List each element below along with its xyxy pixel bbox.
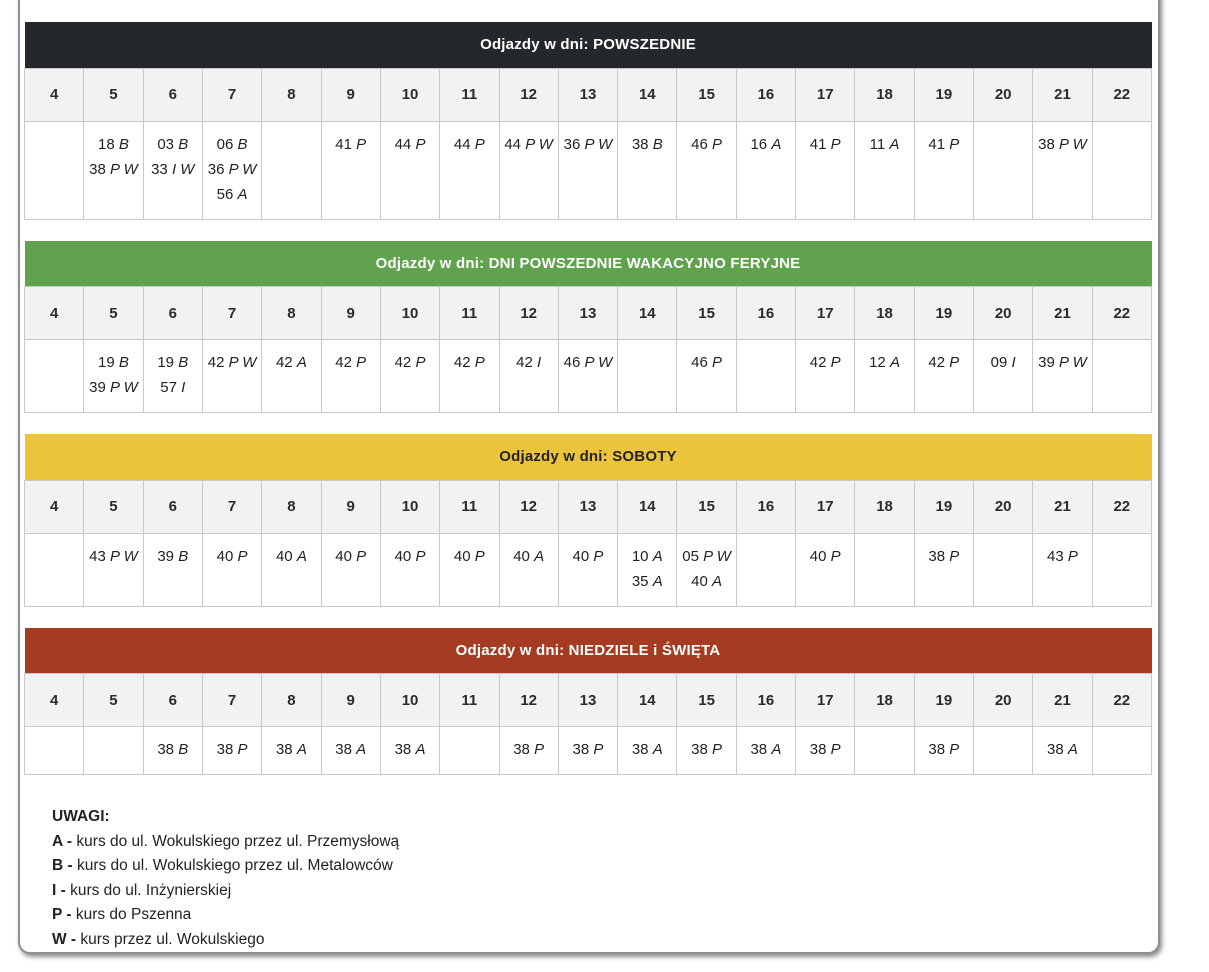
departure-cell (321, 121, 380, 219)
legend-code: B - (52, 857, 77, 875)
departure-entry: 38 A (335, 741, 367, 758)
hour-header: 4 (25, 480, 84, 533)
departure-cell (143, 121, 202, 219)
hour-header: 20 (974, 68, 1033, 121)
departure-cell (380, 340, 439, 413)
hour-header: 22 (1092, 287, 1151, 340)
departure-cell (796, 340, 855, 413)
legend-code: A - (52, 832, 77, 850)
departure-cell (796, 533, 855, 606)
departure-entry: 39 B (157, 547, 189, 565)
departure-entry: 39 P W (89, 379, 138, 396)
legend-desc: kurs do ul. Wokulskiego przez ul. Przemysłową (76, 832, 400, 850)
legend-desc: kurs przez ul. Wokulskiego (80, 930, 265, 948)
hour-header: 12 (499, 480, 558, 533)
hour-header: 12 (499, 68, 558, 121)
departure-entry: 41 P (928, 135, 960, 153)
departure-entry: 09 I (990, 354, 1016, 371)
departure-cell (25, 727, 84, 775)
departure-cell (914, 340, 973, 413)
departure-cell (262, 727, 321, 775)
departure-cell (380, 533, 439, 606)
hour-header: 20 (974, 287, 1033, 340)
hour-header: 17 (796, 480, 855, 533)
departure-entry: 40 P (453, 547, 485, 565)
departure-cell (380, 727, 439, 775)
departure-entry: 41 P (809, 135, 841, 153)
departure-entry: 40 P (216, 547, 248, 565)
departure-cell (974, 121, 1033, 219)
table-title-niedziele-swieta: Odjazdy w dni: NIEDZIELE i ŚWIĘTA (25, 628, 1152, 674)
departure-cell (1033, 533, 1092, 606)
hour-header: 16 (736, 480, 795, 533)
hour-header: 9 (321, 480, 380, 533)
hour-header: 21 (1033, 68, 1092, 121)
departure-cell (914, 727, 973, 775)
hour-header: 18 (855, 480, 914, 533)
legend-desc: kurs do Pszenna (75, 906, 192, 924)
departure-entry: 57 I (160, 379, 186, 396)
departure-entry: 42 I (516, 354, 542, 371)
departure-entry: 40 P (809, 547, 841, 565)
departure-entry: 38 B (157, 741, 189, 758)
departure-entry: 36 P W (563, 135, 613, 153)
departure-entry: 36 P W (207, 160, 257, 178)
hour-header: 11 (440, 287, 499, 340)
legend-code: P - (52, 906, 76, 924)
departure-cell (143, 340, 202, 413)
hour-header: 9 (321, 68, 380, 121)
departure-entry: 42 P (928, 354, 960, 371)
hour-header: 12 (499, 287, 558, 340)
departure-entry: 10 A (631, 547, 663, 565)
departure-cell (855, 121, 914, 219)
departure-cell (558, 727, 617, 775)
departure-cell (321, 340, 380, 413)
hour-header: 16 (736, 68, 795, 121)
departure-entry: 38 P (216, 741, 248, 758)
departure-cell (677, 533, 736, 606)
departure-cell (677, 727, 736, 775)
departure-cell (558, 533, 617, 606)
departure-entry: 11 A (869, 135, 900, 153)
hour-header: 19 (914, 480, 973, 533)
departure-cell (321, 727, 380, 775)
hour-header: 13 (558, 674, 617, 727)
departure-entry: 19 B (157, 354, 189, 371)
timetable-niedziele-swieta (24, 628, 1152, 776)
timetable-wakacyjno-feryjne (24, 241, 1152, 414)
hour-header: 14 (618, 480, 677, 533)
hour-header: 10 (380, 287, 439, 340)
departure-cell (796, 727, 855, 775)
departure-entry: 40 P (572, 547, 604, 565)
departure-cell (25, 533, 84, 606)
departure-cell (736, 727, 795, 775)
departure-cell (974, 533, 1033, 606)
hour-header: 11 (440, 480, 499, 533)
departure-cell (440, 533, 499, 606)
departure-entry: 40 P (335, 547, 367, 565)
table-title-wakacyjno-feryjne: Odjazdy w dni: DNI POWSZEDNIE WAKACYJNO FERYJNE (25, 241, 1152, 287)
hour-header: 5 (84, 674, 143, 727)
departure-entry: 46 P (691, 354, 723, 371)
hour-header: 18 (855, 68, 914, 121)
hour-header: 10 (380, 674, 439, 727)
departure-cell (202, 727, 261, 775)
departure-entry: 03 B (157, 135, 189, 153)
departure-entry: 19 B (98, 354, 129, 371)
legend (52, 805, 1158, 953)
departure-cell (1092, 727, 1151, 775)
departure-entry: 12 A (869, 354, 900, 371)
departure-cell (855, 533, 914, 606)
departure-cell (499, 340, 558, 413)
hour-header: 11 (440, 674, 499, 727)
departure-cell (321, 533, 380, 606)
departure-cell (974, 727, 1033, 775)
hour-header: 17 (796, 674, 855, 727)
hour-header: 12 (499, 674, 558, 727)
hour-header: 5 (84, 287, 143, 340)
hour-header: 18 (855, 287, 914, 340)
departure-entry: 38 A (275, 741, 307, 758)
departure-cell (1033, 727, 1092, 775)
departure-cell (202, 533, 261, 606)
departure-entry: 06 B (216, 135, 248, 153)
hour-header: 11 (440, 68, 499, 121)
departure-cell (855, 727, 914, 775)
hour-header: 19 (914, 68, 973, 121)
legend-item-A (52, 830, 1158, 855)
departure-entry: 44 P W (504, 135, 553, 153)
departure-entry: 38 P (928, 741, 960, 758)
departure-cell (84, 727, 143, 775)
departure-entry: 46 P W (563, 354, 613, 371)
hour-header: 14 (618, 674, 677, 727)
hour-header: 14 (618, 287, 677, 340)
hour-header: 21 (1033, 674, 1092, 727)
departure-entry: 44 P (453, 135, 485, 153)
hour-header: 15 (677, 287, 736, 340)
legend-desc: kurs do ul. Wokulskiego przez ul. Metalowców (76, 857, 393, 875)
legend-code: W - (52, 930, 81, 948)
departure-entry: 38 A (631, 741, 663, 758)
legend-item-W (52, 928, 1158, 953)
departure-cell (499, 533, 558, 606)
hour-header: 8 (262, 480, 321, 533)
departure-cell (796, 121, 855, 219)
hour-header: 7 (202, 480, 261, 533)
departure-entry: 42 P (335, 354, 367, 371)
hour-header: 20 (974, 480, 1033, 533)
hour-header: 9 (321, 674, 380, 727)
departure-entry: 40 A (513, 547, 545, 565)
departure-entry: 38 P (513, 741, 545, 758)
hour-header: 22 (1092, 480, 1151, 533)
departure-cell (618, 121, 677, 219)
departure-entry: 05 P W (682, 547, 731, 565)
departure-entry: 38 P W (89, 160, 138, 178)
departure-cell (143, 533, 202, 606)
departure-cell (499, 727, 558, 775)
timetable-tables (24, 22, 1158, 775)
departure-cell (618, 340, 677, 413)
hour-header: 14 (618, 68, 677, 121)
departure-cell (736, 533, 795, 606)
hour-header: 15 (677, 68, 736, 121)
departure-cell (736, 340, 795, 413)
hour-header: 6 (143, 287, 202, 340)
departure-entry: 38 B (631, 135, 663, 153)
departure-cell (143, 727, 202, 775)
hour-header: 16 (736, 287, 795, 340)
table-title-soboty: Odjazdy w dni: SOBOTY (25, 434, 1152, 480)
hour-header: 10 (380, 480, 439, 533)
hour-header: 16 (736, 674, 795, 727)
hour-header: 10 (380, 68, 439, 121)
hour-header: 9 (321, 287, 380, 340)
departure-entry: 35 A (631, 572, 663, 590)
departure-cell (499, 121, 558, 219)
departure-cell (440, 727, 499, 775)
legend-title: UWAGI: (52, 808, 110, 825)
hour-header: 19 (914, 287, 973, 340)
timetable-card (18, 0, 1160, 954)
departure-entry: 38 A (750, 741, 782, 758)
departure-entry: 41 P (335, 135, 367, 153)
departure-entry: 40 P (394, 547, 426, 565)
timetable-soboty (24, 434, 1152, 607)
hour-header: 6 (143, 68, 202, 121)
hour-header: 5 (84, 68, 143, 121)
hour-header: 13 (558, 287, 617, 340)
departure-entry: 42 P W (207, 354, 257, 371)
departure-entry: 38 P (809, 741, 841, 758)
departure-entry: 46 P (691, 135, 723, 153)
departure-cell (677, 340, 736, 413)
departure-entry: 42 P (809, 354, 841, 371)
departure-cell (380, 121, 439, 219)
departure-cell (914, 533, 973, 606)
departure-cell (1092, 121, 1151, 219)
departure-cell (202, 121, 261, 219)
legend-item-I (52, 879, 1158, 904)
departure-entry: 40 A (691, 572, 723, 590)
departure-cell (558, 340, 617, 413)
departure-entry: 38 P (691, 741, 723, 758)
departure-cell (618, 533, 677, 606)
departure-cell (677, 121, 736, 219)
departure-cell (440, 121, 499, 219)
hour-header: 15 (677, 674, 736, 727)
departure-entry: 38 A (1047, 741, 1078, 758)
departure-entry: 18 B (98, 135, 129, 153)
hour-header: 15 (677, 480, 736, 533)
departure-cell (855, 340, 914, 413)
departure-entry: 16 A (750, 135, 782, 153)
departure-cell (736, 121, 795, 219)
departure-entry: 42 A (275, 354, 307, 371)
departure-cell (914, 121, 973, 219)
hour-header: 6 (143, 674, 202, 727)
legend-item-B (52, 854, 1158, 879)
departure-cell (84, 340, 143, 413)
hour-header: 8 (262, 287, 321, 340)
departure-cell (1092, 533, 1151, 606)
hour-header: 13 (558, 68, 617, 121)
departure-entry: 38 A (394, 741, 426, 758)
departure-entry: 43 P W (89, 547, 138, 565)
departure-entry: 42 P (394, 354, 426, 371)
departure-entry: 38 P W (1038, 135, 1087, 153)
table-title-powszednie: Odjazdy w dni: POWSZEDNIE (25, 22, 1152, 68)
departure-cell (84, 533, 143, 606)
legend-items (52, 830, 1158, 953)
hour-header: 4 (25, 674, 84, 727)
departure-entry: 42 P (453, 354, 485, 371)
hour-header: 5 (84, 480, 143, 533)
hour-header: 21 (1033, 287, 1092, 340)
departure-cell (1033, 340, 1092, 413)
legend-item-P (52, 903, 1158, 928)
hour-header: 20 (974, 674, 1033, 727)
hour-header: 17 (796, 287, 855, 340)
hour-header: 17 (796, 68, 855, 121)
departure-entry: 40 A (275, 547, 307, 565)
timetable-powszednie (24, 22, 1152, 220)
departure-entry: 38 P (572, 741, 604, 758)
departure-entry: 44 P (394, 135, 426, 153)
hour-header: 7 (202, 674, 261, 727)
hour-header: 21 (1033, 480, 1092, 533)
departure-entry: 43 P (1047, 547, 1078, 565)
departure-cell (618, 727, 677, 775)
legend-code: I - (52, 881, 71, 899)
departure-cell (25, 121, 84, 219)
departure-entry: 38 P (928, 547, 960, 565)
hour-header: 22 (1092, 674, 1151, 727)
departure-cell (84, 121, 143, 219)
hour-header: 8 (262, 674, 321, 727)
departure-cell (262, 121, 321, 219)
hour-header: 7 (202, 68, 261, 121)
legend-desc: kurs do ul. Inżynierskiej (70, 881, 232, 899)
hour-header: 22 (1092, 68, 1151, 121)
departure-entry: 33 I W (151, 160, 195, 178)
departure-entry: 39 P W (1038, 354, 1087, 371)
hour-header: 19 (914, 674, 973, 727)
hour-header: 13 (558, 480, 617, 533)
departure-entry: 56 A (216, 185, 248, 203)
departure-cell (1033, 121, 1092, 219)
hour-header: 8 (262, 68, 321, 121)
departure-cell (25, 340, 84, 413)
departure-cell (262, 340, 321, 413)
departure-cell (202, 340, 261, 413)
departure-cell (558, 121, 617, 219)
hour-header: 18 (855, 674, 914, 727)
hour-header: 4 (25, 287, 84, 340)
departure-cell (262, 533, 321, 606)
departure-cell (974, 340, 1033, 413)
hour-header: 4 (25, 68, 84, 121)
departure-cell (440, 340, 499, 413)
hour-header: 6 (143, 480, 202, 533)
departure-cell (1092, 340, 1151, 413)
hour-header: 7 (202, 287, 261, 340)
